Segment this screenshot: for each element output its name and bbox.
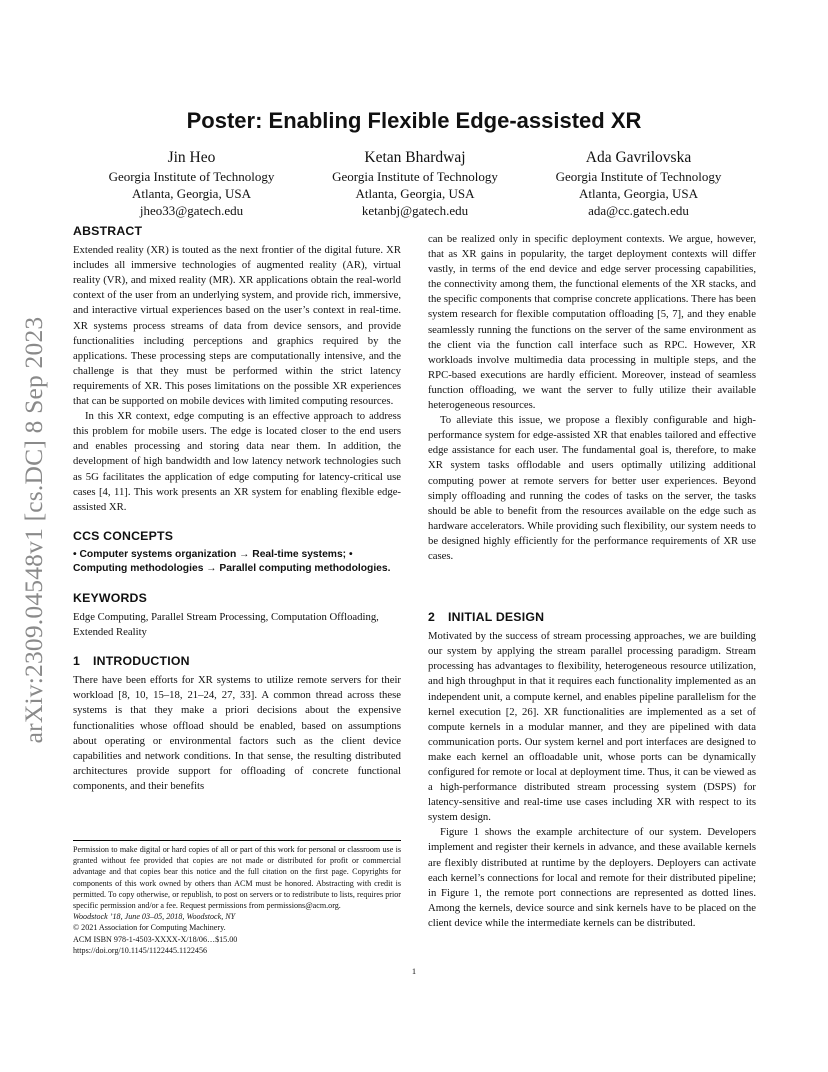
abstract-paragraph-1: Extended reality (XR) is touted as the next frontier of the digital future. XR includes all immersive technologies of augmented reality (AR), virtual reality (VR), and mixed reality (MR). XR applications obtain the real-world context of the user from an underlying system, and provide rich, immersive, and interactive virtual experiences based on the user’s context in real-time. XR systems process streams of data from device sensors, and provide functionalities including perceptions and graphics required by the applications. These processing steps are computationally intensive, and the challenge is that they must be performed within the strict latency requirements of XR. This poses limitations on the possible XR experiences that can be supported on mobile devices with limited computing resources. [73, 244, 401, 408]
section-number: 2 [428, 610, 436, 625]
author-affiliation: Georgia Institute of Technology [332, 169, 498, 184]
ccs-concepts: • Computer systems organization → Real-time systems; • Computing methodologies → Parallel computing methodologies. [73, 548, 391, 575]
permission-footnote [73, 840, 401, 956]
initial-design-heading [428, 610, 756, 625]
page-number: 1 [411, 966, 417, 976]
initial-design-section [428, 610, 756, 931]
doi-link[interactable]: https://doi.org/10.1145/1122445.1122456 [73, 945, 208, 955]
author-2 [304, 148, 527, 219]
author-1 [80, 148, 303, 219]
author-location: Atlanta, Georgia, USA [132, 186, 251, 201]
venue-text: Woodstock ’18, June 03–05, 2018, Woodstock, NY [73, 912, 236, 922]
design-paragraph-1: Motivated by the success of stream processing approaches, we are building our system by applying the stream parallel processing paradigm. Stream processing has advantages to flexibility, heterogeneous resource utilization, and high throughput in that it requires each functionality implemented as an independent unit, a compute kernel, and enables pipeline parallelism for the kernel execution [2, 26]. XR functionalities are implemented as a set of compute kernels in a modular manner, and they are pipelined with data communication ports. Our system kernel and port interfaces are designed to make each kernel an offloadable unit, whose ports can be dynamically configured for remote or local at deployment time. Thus, it can be viewed as a high-performance distributed stream processing system (DSPS) for latency-sensitive and real-time use cases including XR with respect to its system design. [428, 630, 756, 824]
author-name: Ketan Bhardwaj [364, 149, 466, 166]
author-affiliation: Georgia Institute of Technology [555, 169, 722, 184]
author-name: Ada Gavrilovska [585, 149, 692, 166]
left-column [73, 224, 401, 794]
keywords-section [73, 591, 401, 640]
author-block [80, 148, 750, 219]
abstract-section [73, 224, 401, 515]
permission-text: Permission to make digital or hard copies of all or part of this work for personal or classroom use is granted without fee provided that copies are not made or distributed for profit or commercial advantage and that copies bear this notice and the full citation on the first page. Copyrights for components of this work owned by others than ACM must be honored. Abstracting with credit is permitted. To copy otherwise, or republish, to post on servers or to redistribute to lists, requires prior specific permission and/or a fee. Request permissions from permissions@acm.org. [73, 845, 401, 911]
ccs-heading: CCS CONCEPTS [73, 528, 174, 543]
section-spacer [428, 564, 756, 610]
introduction-section [73, 654, 401, 794]
right-column [428, 232, 756, 931]
design-paragraph-2: Figure 1 shows the example architecture of our system. Developers implement and register their kernels in advance, and these available kernels are flexibly distributed at runtime by the deployers. Deployers can activate each kernel’s connections for local and remote for their distributed pipeline; in Figure 1, the remote port connections are represented as dotted lines. Among the kernels, device source and sink kernels have to be placed on the client device while the intermediate kernels can be distributed. [428, 826, 756, 929]
section-title: INTRODUCTION [93, 654, 190, 669]
introduction-paragraph-2: To alleviate this issue, we propose a flexibly configurable and high-performance system for edge-assisted XR that enables tailored and effective edge assistance for each user. The fundamental goal is, therefore, to make XR system tasks offlodable and users optimally utilizing additional computing power at remote servers for better user experiences. Beyond simply offloading and running the codes of tasks on the server, the tasks should be able to benefit from the resources available on the edge such as hardware accelerators. While providing such flexibility, our system needs to be designed highly efficiently for the performance requirements of XR use cases. [428, 414, 756, 562]
section-number: 1 [73, 654, 81, 669]
copyright-text: © 2021 Association for Computing Machinery. [73, 923, 226, 933]
author-email[interactable]: ada@cc.gatech.edu [588, 203, 689, 218]
author-location: Atlanta, Georgia, USA [579, 186, 698, 201]
author-email[interactable]: ketanbj@gatech.edu [361, 203, 469, 218]
author-affiliation: Georgia Institute of Technology [108, 169, 275, 184]
author-email[interactable]: jheo33@gatech.edu [139, 203, 244, 218]
isbn-text: ACM ISBN 978-1-4503-XXXX-X/18/06…$15.00 [73, 934, 238, 944]
author-3 [527, 148, 750, 219]
keywords-text: Edge Computing, Parallel Stream Processing, Computation Offloading, Extended Reality [73, 610, 379, 639]
paper-title: Poster: Enabling Flexible Edge-assisted XR [186, 108, 642, 133]
introduction-paragraph-1-continued: can be realized only in specific deployment contexts. We argue, however, that as XR gains in popularity, the target deployment contexts will differ vastly, in terms of the end device and edge server processing capabilities, the connectivity among them, the functional elements of the XR stacks, and the specific components that comprise concrete applications. There has been system research for flexible computation offloading [5, 7], and they enable seamlessly running the functions on the server of the same environment as the client via the function call interface such as RPC. However, XR workloads involve multimedia data processing in multiple steps, and the RPC-based executions are hardly efficient. Moreover, instead of seamless function offloading, we want the server to fully utilize their available heterogeneous resources. [428, 233, 756, 412]
introduction-heading [73, 654, 401, 669]
arxiv-identifier: arXiv:2309.04548v1 [cs.DC] 8 Sep 2023 [19, 316, 48, 744]
author-location: Atlanta, Georgia, USA [355, 186, 475, 201]
keywords-heading: KEYWORDS [73, 590, 148, 605]
section-title: INITIAL DESIGN [448, 610, 545, 625]
abstract-paragraph-2: In this XR context, edge computing is an effective approach to address this problem for mobile users. The edge is located closer to the end users and enables processing and storing data near them. In addition, the development of high bandwidth and low latency network technologies such as 5G facilitates the application of edge computing for latency-critical use cases [4, 11]. This work presents an XR system for enabling flexible edge-assisted XR. [73, 410, 401, 513]
ccs-section [73, 529, 401, 577]
author-name: Jin Heo [167, 149, 216, 166]
introduction-paragraph-1: There have been efforts for XR systems to utilize remote servers for their workload [8, 10, 15–18, 21–24, 27, 33]. A common thread across these systems is that they make a priori decisions about the expensive functionalities whose offload should be enabled, based on assumptions about operating or environmental factors such as the client device capabilities and network conditions. In that sense, the resulting distributed architectures provide support for offloading of concrete functional components, and their benefits [73, 674, 401, 792]
abstract-heading: ABSTRACT [73, 224, 143, 238]
arxiv-sidebar [14, 290, 54, 770]
